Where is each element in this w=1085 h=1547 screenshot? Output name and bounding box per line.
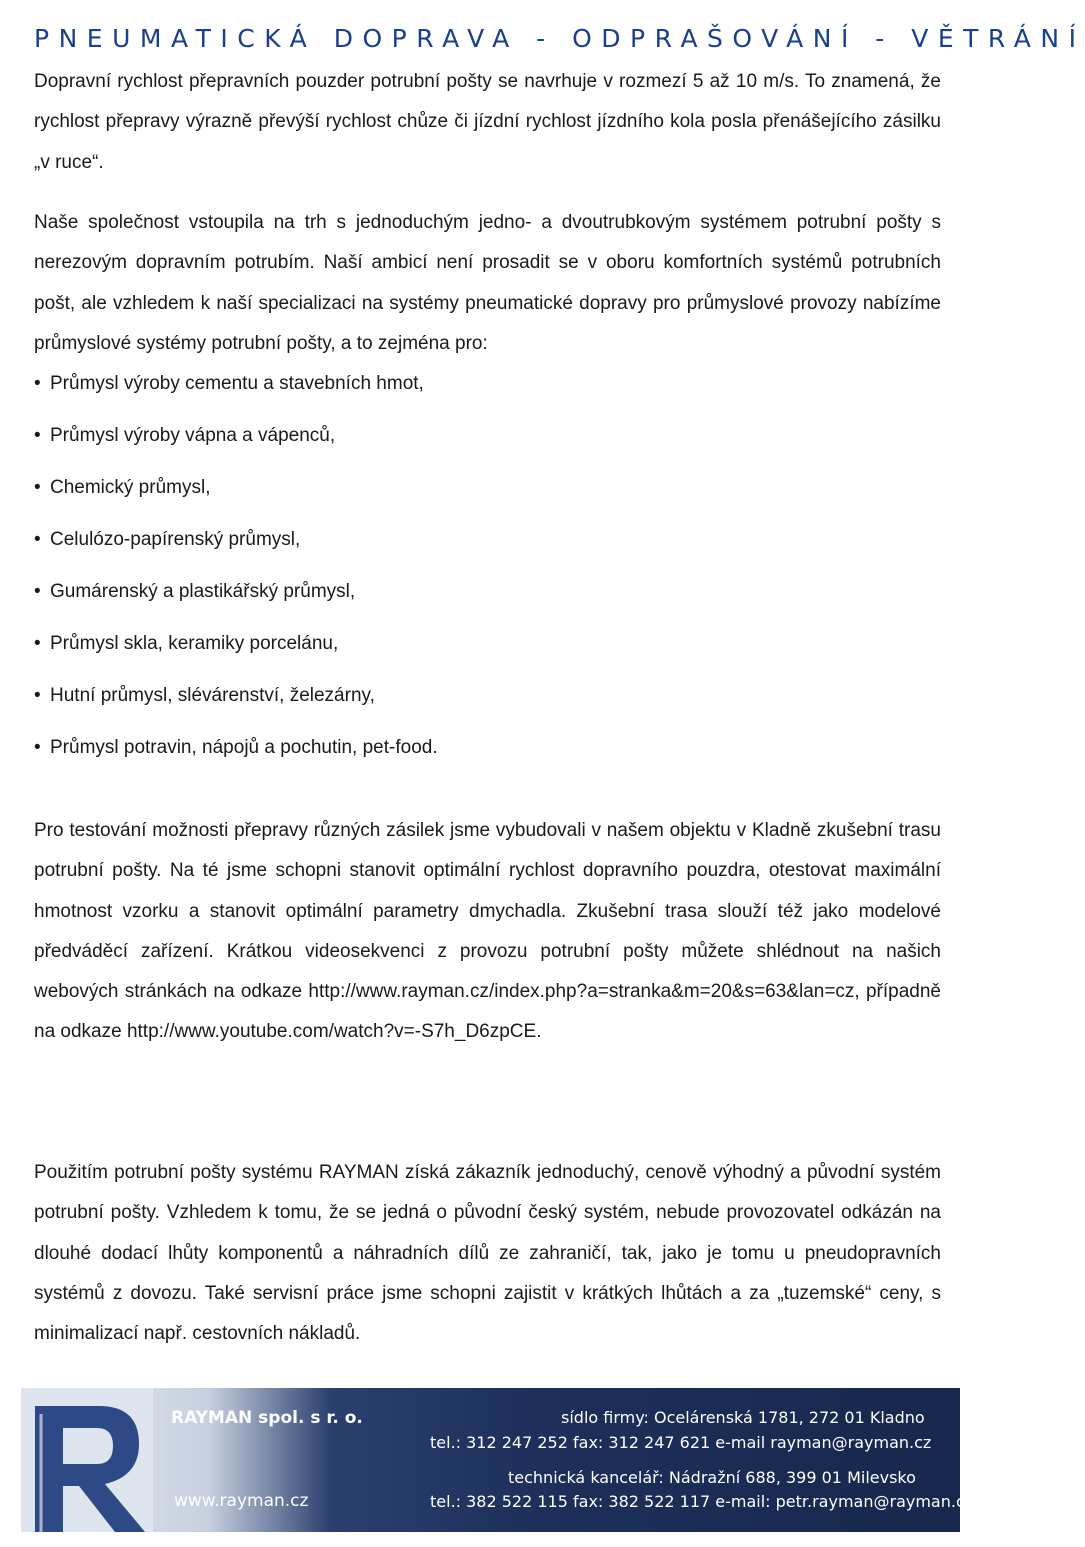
paragraph-transport-speed: Dopravní rychlost přepravních pouzder potrubní pošty se navrhuje v rozmezí 5 až 10 m/s. To znamená, že rychlost přepravy výrazně převýší rychlost chůze či jízdní rychlost jízdního kola posla přenášejícího zásilku „v ruce“. — [34, 71, 941, 173]
list-item-text: Průmysl výroby cementu a stavebních hmot, — [50, 373, 424, 394]
website-link[interactable]: www.rayman.cz — [174, 1491, 309, 1511]
rayman-r-logo-icon — [21, 1388, 153, 1532]
paragraph-test-track: Pro testování možnosti přepravy různých zásilek jsme vybudovali v našem objektu v Kladně zkušební trasu potrubní pošty. Na té jsme schopni stanovit optimální rychlost dopravního pouzdra, otestovat maximální hmotnost vzorku a stanovit optimální parametry dmychadla. Zkušební trasa slouží též jako modelové předváděcí zařízení. Krátkou videosekvenci z provozu potrubní pošty můžete shlédnout na našich webových stránkách na odkaze http://www.rayman.cz/index.php?a=stranka&m=20&s=63&lan=cz, případně na odkaze http://www.youtube.com/watch?v=-S7h_D6zpCE. — [34, 820, 941, 1043]
company-contact: tel.: 312 247 252 fax: 312 247 621 e-mail rayman@rayman.cz — [430, 1433, 932, 1452]
list-item-text: Gumárenský a plastikářský průmysl, — [50, 581, 356, 602]
list-item — [34, 468, 934, 520]
bullet-marker: • — [34, 425, 41, 446]
bullet-marker: • — [34, 477, 41, 498]
paragraph-advantages: Použitím potrubní pošty systému RAYMAN získá zákazník jednoduchý, cenově výhodný a původní systém potrubní pošty. Vzhledem k tomu, že se jedná o původní český systém, nebude provozovatel odkázán na dlouhé dodací lhůty komponentů a náhradních dílů ze zahraničí, tak, jako je tomu u pneudopravních systémů z dovozu. Také servisní práce jsme schopni zajistit v krátkých lhůtách a za „tuzemské“ ceny, s minimalizací např. cestovních nákladů. — [34, 1162, 941, 1345]
list-item-text: Hutní průmysl, slévárenství, železárny, — [50, 685, 375, 706]
list-item-text: Celulózo-papírenský průmysl, — [50, 529, 301, 550]
list-item — [34, 364, 934, 416]
list-item — [34, 676, 934, 728]
company-name: RAYMAN spol. s r. o. — [171, 1408, 363, 1428]
list-item — [34, 520, 934, 572]
list-item-text: Průmysl výroby vápna a vápenců, — [50, 425, 336, 446]
page-header-title: PNEUMATICKÁ DOPRAVA - ODPRAŠOVÁNÍ - VĚTRÁNÍ — [34, 24, 1085, 53]
paragraph-company-intro: Naše společnost vstoupila na trh s jednoduchým jedno- a dvoutrubkovým systémem potrubní pošty s nerezovým dopravním potrubím. Naší ambicí není prosadit se v oboru komfortních systémů potrubních pošt, ale vzhledem k naší specializaci na systémy pneumatické dopravy pro průmyslové provozy nabízíme průmyslové systémy potrubní pošty, a to zejména pro: — [34, 212, 941, 354]
bullet-marker: • — [34, 633, 41, 654]
industry-list — [34, 364, 934, 780]
bullet-marker: • — [34, 737, 41, 758]
list-item — [34, 416, 934, 468]
office-contact: tel.: 382 522 115 fax: 382 522 117 e-mail: petr.rayman@rayman.cz — [430, 1492, 974, 1511]
bullet-marker: • — [34, 529, 41, 550]
list-item — [34, 624, 934, 676]
bullet-marker: • — [34, 373, 41, 394]
list-item-text: Průmysl skla, keramiky porcelánu, — [50, 633, 339, 654]
list-item — [34, 572, 934, 624]
list-item-text: Průmysl potravin, nápojů a pochutin, pet-food. — [50, 737, 438, 758]
company-address: sídlo firmy: Ocelárenská 1781, 272 01 Kladno — [561, 1408, 925, 1427]
list-item — [34, 728, 934, 780]
list-item-text: Chemický průmysl, — [50, 477, 211, 498]
bullet-marker: • — [34, 581, 41, 602]
office-address: technická kancelář: Nádražní 688, 399 01 Milevsko — [508, 1468, 916, 1487]
bullet-marker: • — [34, 685, 41, 706]
footer-banner — [21, 1388, 974, 1532]
